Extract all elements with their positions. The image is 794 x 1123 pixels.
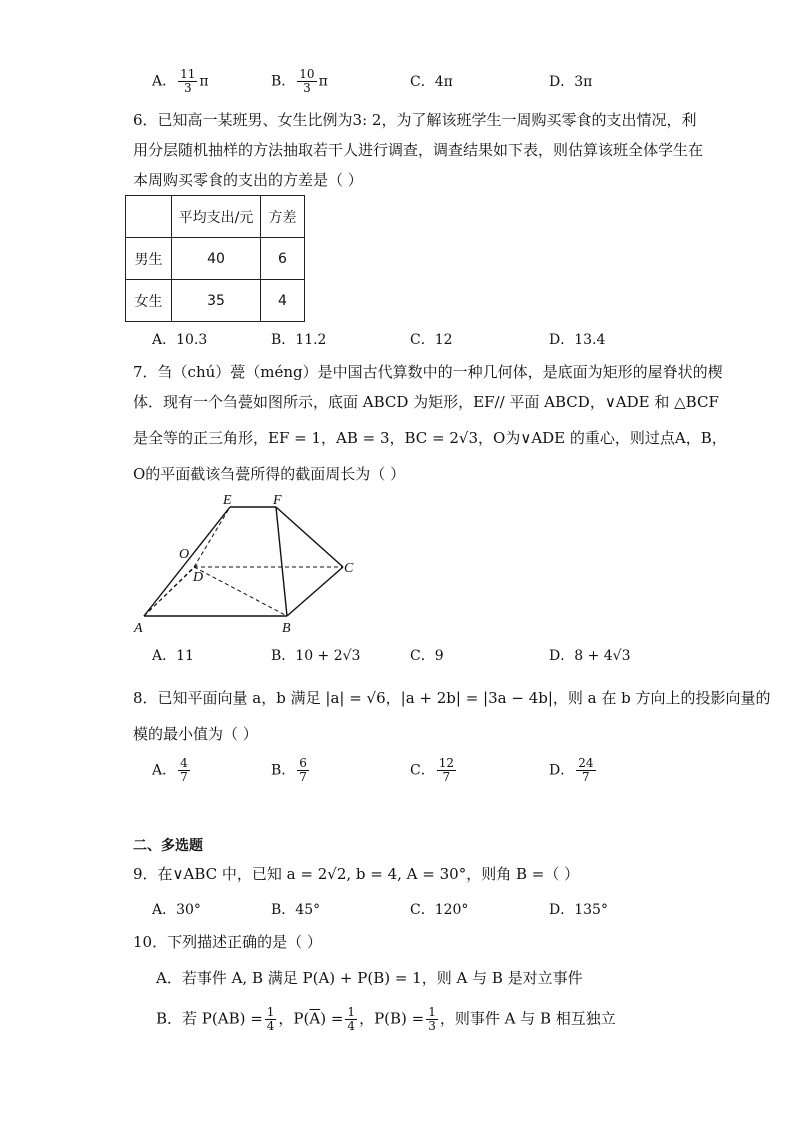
edge-fb (276, 507, 287, 616)
label-o: O (179, 547, 190, 562)
label-c: C (344, 561, 354, 576)
q6-option-b: B．11.2 (271, 332, 327, 348)
q7-option-a: A．11 (152, 648, 194, 664)
q8-option-b: B． $\frac{6}{7}$ (271, 756, 307, 784)
q10-option-b: B．若 P(AB) = $\frac{1}{4}$ ，$P(\overline{A})$ = $\frac{1}{4}$ ，P(B) = $\frac{1}{3}$ ，则事件 A 与 B 相互独立 (156, 1005, 616, 1033)
q9-option-a: A．30° (152, 902, 201, 918)
q7-option-d: D．8 + 4√3 (549, 648, 631, 664)
q7-line-4: O的平面截该刍甍所得的截面周长为（ ） (133, 465, 406, 483)
table-cell: 35 (172, 280, 261, 322)
table-header-row (126, 196, 305, 238)
q8-option-a: A． $\frac{4}{7}$ (152, 756, 188, 784)
q6-line-2: 用分层随机抽样的方法抽取若干人进行调查，调查结果如下表，则估算该班全体学生在 (133, 141, 704, 159)
label-d: D (193, 570, 204, 585)
label-b: B (282, 621, 291, 636)
q5-option-c: C．4π (410, 74, 453, 90)
table-cell: 4 (261, 280, 305, 322)
q6-table (125, 195, 305, 322)
q6-line-3: 本周购买零食的支出的方差是（ ） (133, 171, 363, 189)
table-header-cell: 方差 (261, 196, 305, 238)
table-header-cell: 平均支出/元 (172, 196, 261, 238)
q6-option-c: C．12 (410, 332, 453, 348)
label-e: E (223, 493, 232, 508)
q7-line-3: 是全等的正三角形，EF = 1，AB = 3，BC = 2√3，O为∨ADE 的重心，则过点A，B， (133, 429, 727, 447)
q9-option-d: D．135° (549, 902, 608, 918)
q10-line-1: 10．下列描述正确的是（ ） (133, 933, 322, 951)
q9-option-c: C．120° (410, 902, 469, 918)
q6-option-a: A．10.3 (152, 332, 208, 348)
q5-option-a: A． $\frac{11}{3}$ π (152, 67, 209, 95)
edge-db-hidden (194, 567, 287, 616)
q7-geometry-figure (130, 490, 370, 640)
q6-option-d: D．13.4 (549, 332, 606, 348)
q10-option-a: A．若事件 A, B 满足 P(A) + P(B) = 1，则 A 与 B 是对立事件 (156, 969, 583, 987)
edge-bc (287, 567, 343, 616)
label-f: F (273, 493, 282, 508)
q9-option-b: B．45° (271, 902, 321, 918)
q7-option-b: B．10 + 2√3 (271, 648, 361, 664)
label-a: A (134, 621, 143, 636)
edge-fc (276, 507, 343, 567)
table-row (126, 280, 305, 322)
edge-de-hidden (194, 507, 230, 567)
q8-option-d: D． $\frac{24}{7}$ (549, 756, 594, 784)
table-cell: 6 (261, 238, 305, 280)
q8-option-c: C． $\frac{12}{7}$ (410, 756, 454, 784)
section-title-multi-choice: 二、多选题 (133, 838, 203, 854)
q5-option-b: B． $\frac{10}{3}$ π (271, 67, 328, 95)
table-cell: 40 (172, 238, 261, 280)
q7-line-1: 7．刍（chú）甍（méng）是中国古代算数中的一种几何体，是底面为矩形的屋脊状的楔 (133, 363, 723, 381)
q7-option-c: C．9 (410, 648, 444, 664)
table-row (126, 238, 305, 280)
q6-line-1: 6．已知高一某班男、女生比例为3: 2，为了解该班学生一周购买零食的支出情况，利 (133, 111, 697, 129)
q5-option-d: D．3π (549, 74, 593, 90)
edge-ao-hidden (144, 564, 198, 616)
q7-line-2: 体．现有一个刍甍如图所示，底面 ABCD 为矩形，EF// 平面 ABCD，∨ADE 和 △BCF (133, 393, 719, 411)
q8-line-1: 8．已知平面向量 a，b 满足 |a| = √6，|a + 2b| = |3a − 4b|，则 a 在 b 方向上的投影向量的 (133, 689, 771, 707)
table-header-cell (126, 196, 172, 238)
table-cell: 男生 (126, 238, 172, 280)
table-cell: 女生 (126, 280, 172, 322)
q9-line-1: 9．在∨ABC 中，已知 a = 2√2, b = 4, A = 30°，则角 B =（ ） (133, 865, 580, 883)
q8-line-2: 模的最小值为（ ） (133, 725, 258, 743)
